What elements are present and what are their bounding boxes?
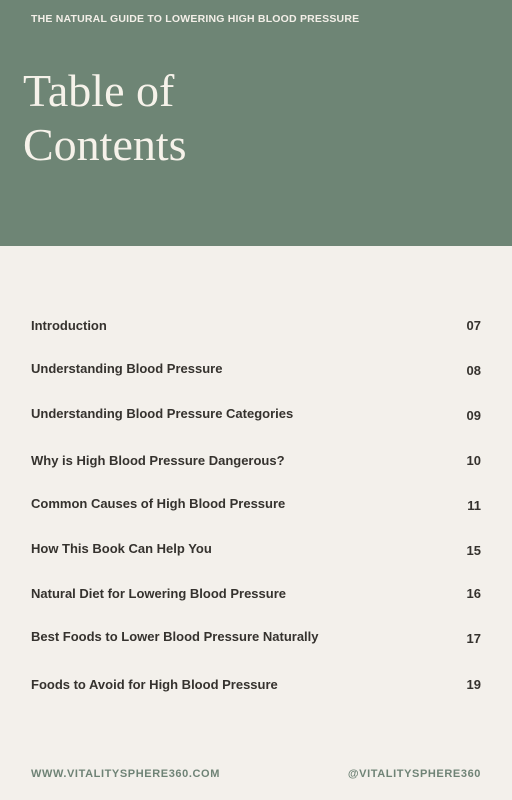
toc-entry[interactable] — [31, 453, 481, 473]
toc-entry-label: Introduction — [31, 318, 107, 333]
toc-entry-label: Why is High Blood Pressure Dangerous? — [31, 453, 285, 468]
toc-entry-page: 19 — [466, 677, 481, 692]
book-kicker: THE NATURAL GUIDE TO LOWERING HIGH BLOOD PRESSURE — [31, 13, 360, 25]
toc-entry-page: 08 — [466, 363, 481, 378]
toc-entry[interactable] — [31, 677, 481, 697]
toc-entry[interactable] — [31, 318, 481, 338]
footer-handle[interactable]: @VITALITYSPHERE360 — [347, 768, 481, 780]
toc-entry-label: Natural Diet for Lowering Blood Pressure — [31, 586, 286, 601]
toc-entry-label: Foods to Avoid for High Blood Pressure — [31, 677, 278, 692]
toc-entry[interactable] — [31, 629, 481, 649]
toc-entry-label: How This Book Can Help You — [31, 541, 212, 556]
footer-website[interactable]: WWW.VITALITYSPHERE360.COM — [31, 768, 220, 780]
toc-entry[interactable] — [31, 586, 481, 606]
toc-entry-page: 16 — [466, 586, 481, 601]
toc-entry-label: Understanding Blood Pressure Categories — [31, 406, 294, 421]
toc-entry-page: 17 — [466, 631, 481, 646]
header-banner — [0, 0, 512, 246]
toc-entry-label: Understanding Blood Pressure — [31, 361, 223, 376]
toc-entry[interactable] — [31, 361, 481, 381]
toc-entry-label: Common Causes of High Blood Pressure — [31, 496, 286, 511]
page-title: Table of Contents — [23, 65, 187, 170]
toc-entry-label: Best Foods to Lower Blood Pressure Naturally — [31, 629, 319, 644]
toc-entry-page: 10 — [466, 453, 481, 468]
toc-entry[interactable] — [31, 406, 481, 426]
toc-entry-page: 11 — [467, 498, 481, 513]
toc-entry-page: 09 — [466, 408, 481, 423]
toc-entry[interactable] — [31, 496, 481, 516]
toc-entry[interactable] — [31, 541, 481, 561]
toc-entry-page: 07 — [466, 318, 481, 333]
toc-entry-page: 15 — [466, 543, 481, 558]
